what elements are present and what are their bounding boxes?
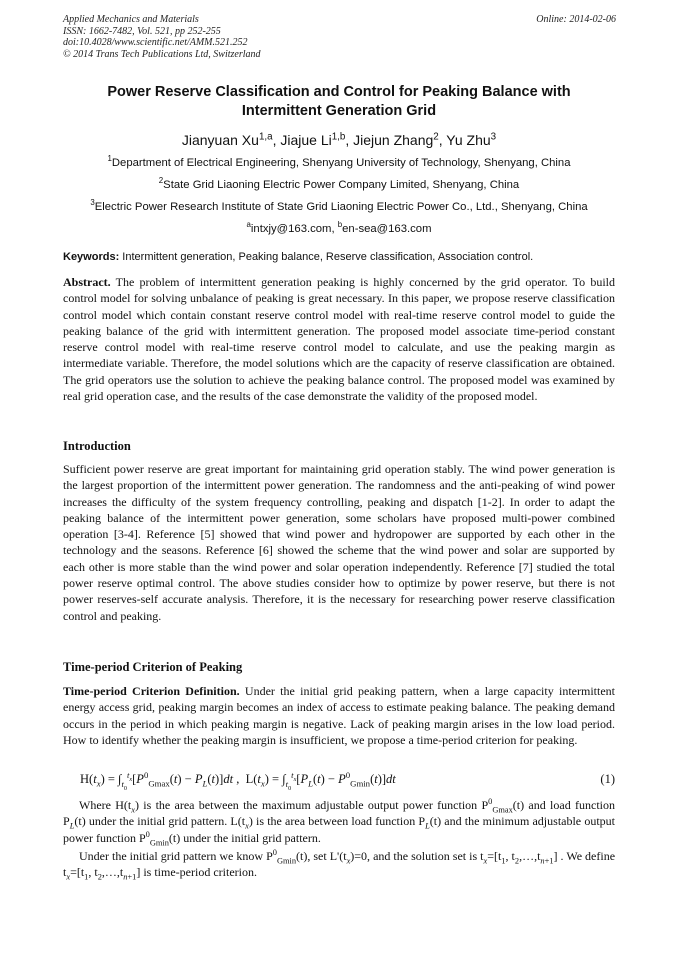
affiliation-1-sup: 1 <box>107 154 112 164</box>
criterion-paragraph: Under the initial grid pattern we know $P^0_{Gmin}(t)$, set $L'(t_x)=0$, and the solution set is $t_x=[t_1$, $t_2,\dots,t_{n+1}$] . We define $t_x=[t_1$, $t_2,\dots,t_{n+1}$] is time-period criterion. <box>63 848 616 882</box>
keywords-label: Keywords: <box>63 251 120 263</box>
online-date: Online: 2014-02-06 <box>536 14 616 25</box>
author-1: Jianyuan Xu <box>181 132 259 148</box>
equation-explanation: Where $H(t_x)$ is the area between the maximum adjustable output power function $P^0_{Gmax}(t)$ and load function $P_L(t)$ under the initial grid pattern. $L(t_x)$ is the area between load function $P_L(t)$ and the minimum adjustable output power function $P^0_{Gmin}(t)$ under the initial grid pattern. <box>63 797 615 847</box>
email-a: intxjy@163.com, <box>250 223 338 235</box>
affiliation-2-text: State Grid Liaoning Electric Power Company Limited, Shenyang, China <box>163 179 520 191</box>
author-2: Jiajue Li <box>280 132 332 148</box>
author-4: Yu Zhu <box>446 132 491 148</box>
where-text-a: Where H(t <box>79 798 132 812</box>
where-text-d: (t) under the initial grid pattern. L(t <box>74 814 246 829</box>
journal-header <box>63 14 261 60</box>
where-text-e: ) is the area between load function P <box>248 814 426 829</box>
email-b-sup: b <box>337 220 343 230</box>
journal-copyright: © 2014 Trans Tech Publications Ltd, Switzerland <box>63 48 261 60</box>
title-line-2: Intermittent Generation Grid <box>241 103 437 119</box>
author-emails <box>58 220 620 235</box>
section-heading: Time-period Criterion of Peaking <box>63 660 243 674</box>
equation-1 <box>80 768 620 794</box>
email-a-sup: a <box>246 220 251 230</box>
introduction-text: Sufficient power reserve are great important for maintaining grid operation stably. The wind power generation is the largest proportion of the intermittent power generation. The randomness and the anti-peaking of wind power increases the difficulty of the system frequency controlling, peaking and dispatch [1-2]. In order to adapt the peaking balance of the intermittent power generation, some scholars have proposed multi-power combined operation [3-4]. Reference [5] showed that wind power and hydropower are supported by each other in the technology and the seasons. Reference [6] showed the scheme that the wind power and solar are supported by each other is more stable than the wind power and solar operation independently. Reference [7] studied the total power reserve optimal control. The above studies consider how to optimize by power reserve, but there is not power reserves-self accurate analysis. Therefore, it is the necessary for researching power reserve classification control and peaking. <box>63 462 615 623</box>
under-text-b: (t), set L'(t <box>296 849 347 863</box>
title-line-1: Power Reserve Classification and Control for Peaking Balance with <box>107 84 571 100</box>
keywords-text: Intermittent generation, Peaking balance, Reserve classification, Association control. <box>119 251 534 263</box>
author-2-sup: 1,b <box>331 131 346 143</box>
affiliation-3 <box>58 198 620 213</box>
author-1-sup: 1,a <box>258 131 273 143</box>
under-text-a: Under the initial grid pattern we know P <box>79 849 273 863</box>
under-text-h: =[t <box>70 865 85 880</box>
under-text-f: ,…,t <box>519 849 541 863</box>
under-text-i: , t <box>88 865 98 880</box>
author-list: Jianyuan Xu$^{1,a}$, Jiajue Li$^{1,b}$, Jiejun Zhang$^2$, Yu Zhu$^3$ <box>181 131 497 148</box>
keywords <box>63 251 615 263</box>
journal-name: Applied Mechanics and Materials <box>63 14 199 25</box>
under-text-g: ] . We define t <box>63 849 616 880</box>
introduction-heading: Introduction <box>63 439 131 453</box>
where-text-b: ) is the area between the maximum adjustable output power function P <box>134 798 489 812</box>
under-text-d: =[t <box>487 849 502 863</box>
journal-doi: doi:10.4028/www.scientific.net/AMM.521.252 <box>63 37 248 48</box>
where-text-c: (t) and load function P <box>63 798 615 829</box>
author-3-sup: 2 <box>433 131 439 143</box>
abstract <box>63 274 615 404</box>
author-3: Jiejun Zhang <box>353 132 434 148</box>
where-text-f: (t) and the minimum adjustable output power function P <box>63 814 615 845</box>
affiliation-3-sup: 3 <box>90 198 95 208</box>
paper-title <box>63 83 615 121</box>
under-text-c: )=0, and the solution set is t <box>350 849 484 863</box>
definition-paragraph <box>63 683 615 748</box>
abstract-label: Abstract. <box>63 275 111 289</box>
affiliation-1-text: Department of Electrical Engineering, Shenyang University of Technology, Shenyang, China <box>111 157 571 169</box>
journal-issn: ISSN: 1662-7482, Vol. 521, pp 252-255 <box>63 25 221 37</box>
abstract-text: The problem of intermittent generation peaking is highly concerned by the grid operator. To build control model for solving unbalance of peaking is great necessary. In this paper, we propose reserve classification control model which contain constant reserve control model with real-time reserve control model to guide the peaking balance of the grid with intermittent generation. The proposed model associate time-period constant reserve control model with real-time reserve control model to calculate, and use the peaking margin as intermediate variable. Therefore, the model solutions which are the capacity of reserve classification are obtained. The grid operators use the solution to achieve the peaking balance control. The proposed model was examined by real grid operation case, and the results of the case demonstrate the validity of the proposed model. <box>63 275 615 404</box>
under-text-j: ,…,t <box>101 865 124 880</box>
author-4-sup: 3 <box>490 131 497 143</box>
under-text-e: , t <box>505 849 515 863</box>
affiliation-2 <box>58 176 620 191</box>
definition-text: Under the initial grid peaking pattern, when a large capacity intermittent energy access grid, peaking margin becomes an index of access to estimate peaking balance. The peaking demand occurs in the period in which peaking margin is negative. Lack of peaking margin arises in the low load period. How to identify whether the peaking margin is insufficient, we propose a time-period criterion for peaking. <box>63 684 615 747</box>
definition-label: Time-period Criterion Definition. <box>63 684 240 698</box>
equation-1-number: (1) <box>600 772 615 786</box>
affiliation-3-text: Electric Power Research Institute of State Grid Liaoning Electric Power Co., Ltd., Shenyang, China <box>94 201 588 213</box>
under-text-k: ] is time-period criterion. <box>136 865 257 880</box>
email-b: en-sea@163.com <box>342 223 432 235</box>
where-text-g: (t) under the initial grid pattern. <box>168 830 321 845</box>
affiliation-1 <box>58 154 620 169</box>
equation-1-formula: $H(t_x) = \int_{t_0}^{t_x}[P^0_{Gmax}(t) - P_L(t)]dt$ , $L(t_x) = \int_{t_0}^{t_x}[P_L(t) - P^0_{Gmin}(t)]dt$ <box>80 769 396 792</box>
affiliation-2-sup: 2 <box>158 176 164 186</box>
